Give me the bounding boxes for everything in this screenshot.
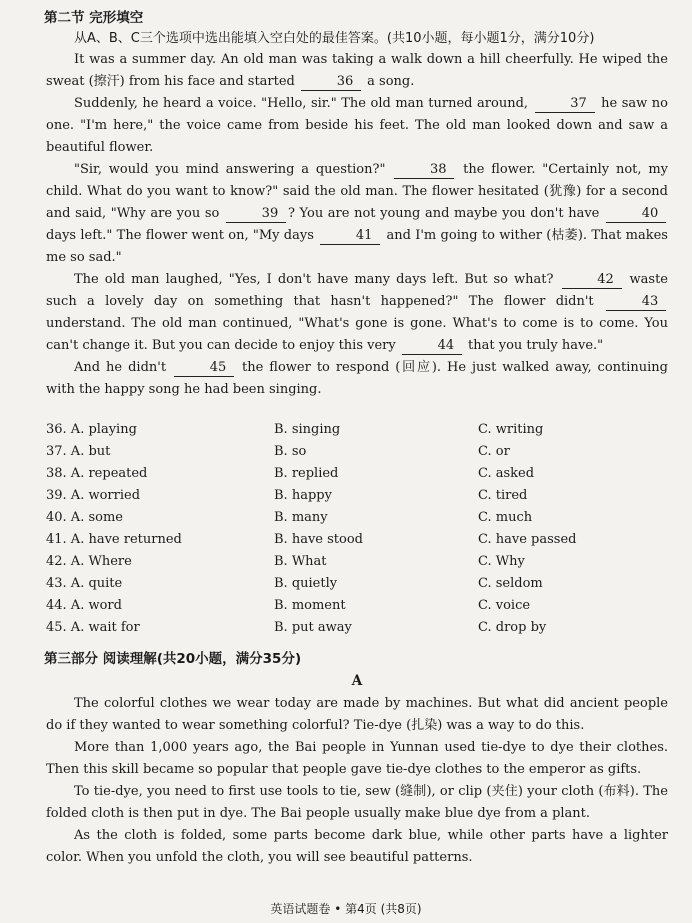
- option-row-40: [46, 507, 668, 529]
- part3-heading: 第三部分 阅读理解(共20小题，满分35分): [44, 651, 302, 667]
- text: It was a summer day. An old man was taking a walk down a hill cheerfully. He wiped the sweat (擦汗) from his face and started: [46, 52, 668, 89]
- passage-letter: A: [351, 673, 363, 689]
- cloze-paragraph-5: [46, 357, 668, 401]
- option-a: 41. A. have returned: [46, 532, 182, 547]
- text: and I'm going to wither (枯萎). That makes me so sad.": [46, 228, 668, 265]
- text: "Sir, would you mind answering a question?": [74, 162, 386, 177]
- option-a: 38. A. repeated: [46, 466, 148, 481]
- option-a: 40. A. some: [46, 510, 123, 525]
- option-b: B. What: [274, 554, 327, 569]
- text: And he didn't: [74, 360, 167, 375]
- blank-45: 45: [174, 360, 234, 377]
- text: a song.: [367, 74, 415, 89]
- option-a: 45. A. wait for: [46, 620, 140, 635]
- text: Suddenly, he heard a voice. "Hello, sir." The old man turned around,: [74, 96, 529, 111]
- option-c: C. Why: [478, 554, 525, 569]
- section2-instruction: 从A、B、C三个选项中选出能填入空白处的最佳答案。(共10小题，每小题1分，满分10分): [74, 31, 595, 46]
- option-b: B. replied: [274, 466, 339, 481]
- option-a: 39. A. worried: [46, 488, 141, 503]
- option-c: C. or: [478, 444, 510, 459]
- reading-paragraph-3: To tie-dye, you need to first use tools to tie, sew (缝制), or clip (夹住) your cloth (布料). The folded cloth is then put in dye. The Bai people usually make blue dye from a plant.: [46, 784, 668, 821]
- option-c: C. writing: [478, 422, 544, 437]
- blank-37: 37: [535, 96, 595, 113]
- blank-44: 44: [402, 338, 462, 355]
- blank-41: 41: [320, 228, 380, 245]
- option-b: B. quietly: [274, 576, 338, 591]
- option-b: B. happy: [274, 488, 332, 503]
- options-table: [46, 419, 668, 639]
- text: the flower. "Certainly not, my child. What do you want to know?" said the old man. The flower hesitated (犹豫) for a second and said, "Why are you so: [46, 162, 668, 221]
- option-a: 36. A. playing: [46, 422, 137, 437]
- text: The old man laughed, "Yes, I don't have many days left. But so what?: [74, 272, 554, 287]
- option-row-38: [46, 463, 668, 485]
- option-row-44: [46, 595, 668, 617]
- option-b: B. many: [274, 510, 328, 525]
- blank-38: 38: [394, 162, 454, 179]
- option-c: C. asked: [478, 466, 535, 481]
- option-row-42: [46, 551, 668, 573]
- reading-paragraph-1: The colorful clothes we wear today are made by machines. But what did ancient people do if they wanted to wear something colorful? Tie-dye (扎染) was a way to do this.: [46, 696, 668, 733]
- option-c: C. tired: [478, 488, 528, 503]
- text: ? You are not young and maybe you don't have: [287, 206, 600, 221]
- option-b: B. have stood: [274, 532, 363, 547]
- text: understand. The old man continued, "What's gone is gone. What's to come is to come. You can't change it. But you can decide to enjoy this very: [46, 316, 668, 353]
- option-c: C. voice: [478, 598, 531, 613]
- blank-43: 43: [606, 294, 666, 311]
- option-c: C. have passed: [478, 532, 577, 547]
- option-b: B. put away: [274, 620, 352, 635]
- option-c: C. much: [478, 510, 533, 525]
- option-b: B. so: [274, 444, 307, 459]
- text: he saw no one. "I'm here," the voice came from beside his feet. The old man looked down and saw a beautiful flower.: [46, 96, 668, 155]
- blank-42: 42: [562, 272, 622, 289]
- cloze-paragraph-2: [46, 93, 668, 159]
- option-c: C. drop by: [478, 620, 547, 635]
- cloze-paragraph-4: [46, 269, 668, 357]
- reading-paragraph-4: As the cloth is folded, some parts become dark blue, while other parts have a lighter color. When you unfold the cloth, you will see beautiful patterns.: [46, 828, 668, 865]
- option-a: 43. A. quite: [46, 576, 123, 591]
- section2-heading: 第二节 完形填空: [44, 10, 144, 26]
- option-b: B. singing: [274, 422, 341, 437]
- page-footer: 英语试题卷 • 第4页 (共8页): [270, 902, 422, 916]
- option-a: 44. A. word: [46, 598, 122, 613]
- option-row-37: [46, 441, 668, 463]
- text: waste such a lovely day on something that hasn't happened?" The flower didn't: [46, 272, 668, 309]
- option-row-39: [46, 485, 668, 507]
- text: the flower to respond (回应). He just walked away, continuing with the happy song he had been singing.: [46, 360, 669, 397]
- reading-paragraph-2: More than 1,000 years ago, the Bai people in Yunnan used tie-dye to dye their clothes. Then this skill became so popular that people gave tie-dye clothes to the emperor as gifts.: [46, 740, 668, 777]
- blank-39: 39: [226, 206, 286, 223]
- text: that you truly have.": [468, 338, 604, 353]
- text: days left." The flower went on, "My days: [46, 228, 314, 243]
- option-b: B. moment: [274, 598, 346, 613]
- option-a: 42. A. Where: [46, 554, 132, 569]
- option-c: C. seldom: [478, 576, 543, 591]
- option-row-43: [46, 573, 668, 595]
- cloze-paragraph-3: [46, 159, 668, 269]
- option-row-45: [46, 617, 668, 639]
- cloze-passage: [46, 49, 668, 401]
- blank-40: 40: [606, 206, 666, 223]
- option-a: 37. A. but: [46, 444, 111, 459]
- cloze-paragraph-1: [46, 49, 668, 93]
- option-row-41: [46, 529, 668, 551]
- blank-36: 36: [301, 74, 361, 91]
- option-row-36: [46, 419, 668, 441]
